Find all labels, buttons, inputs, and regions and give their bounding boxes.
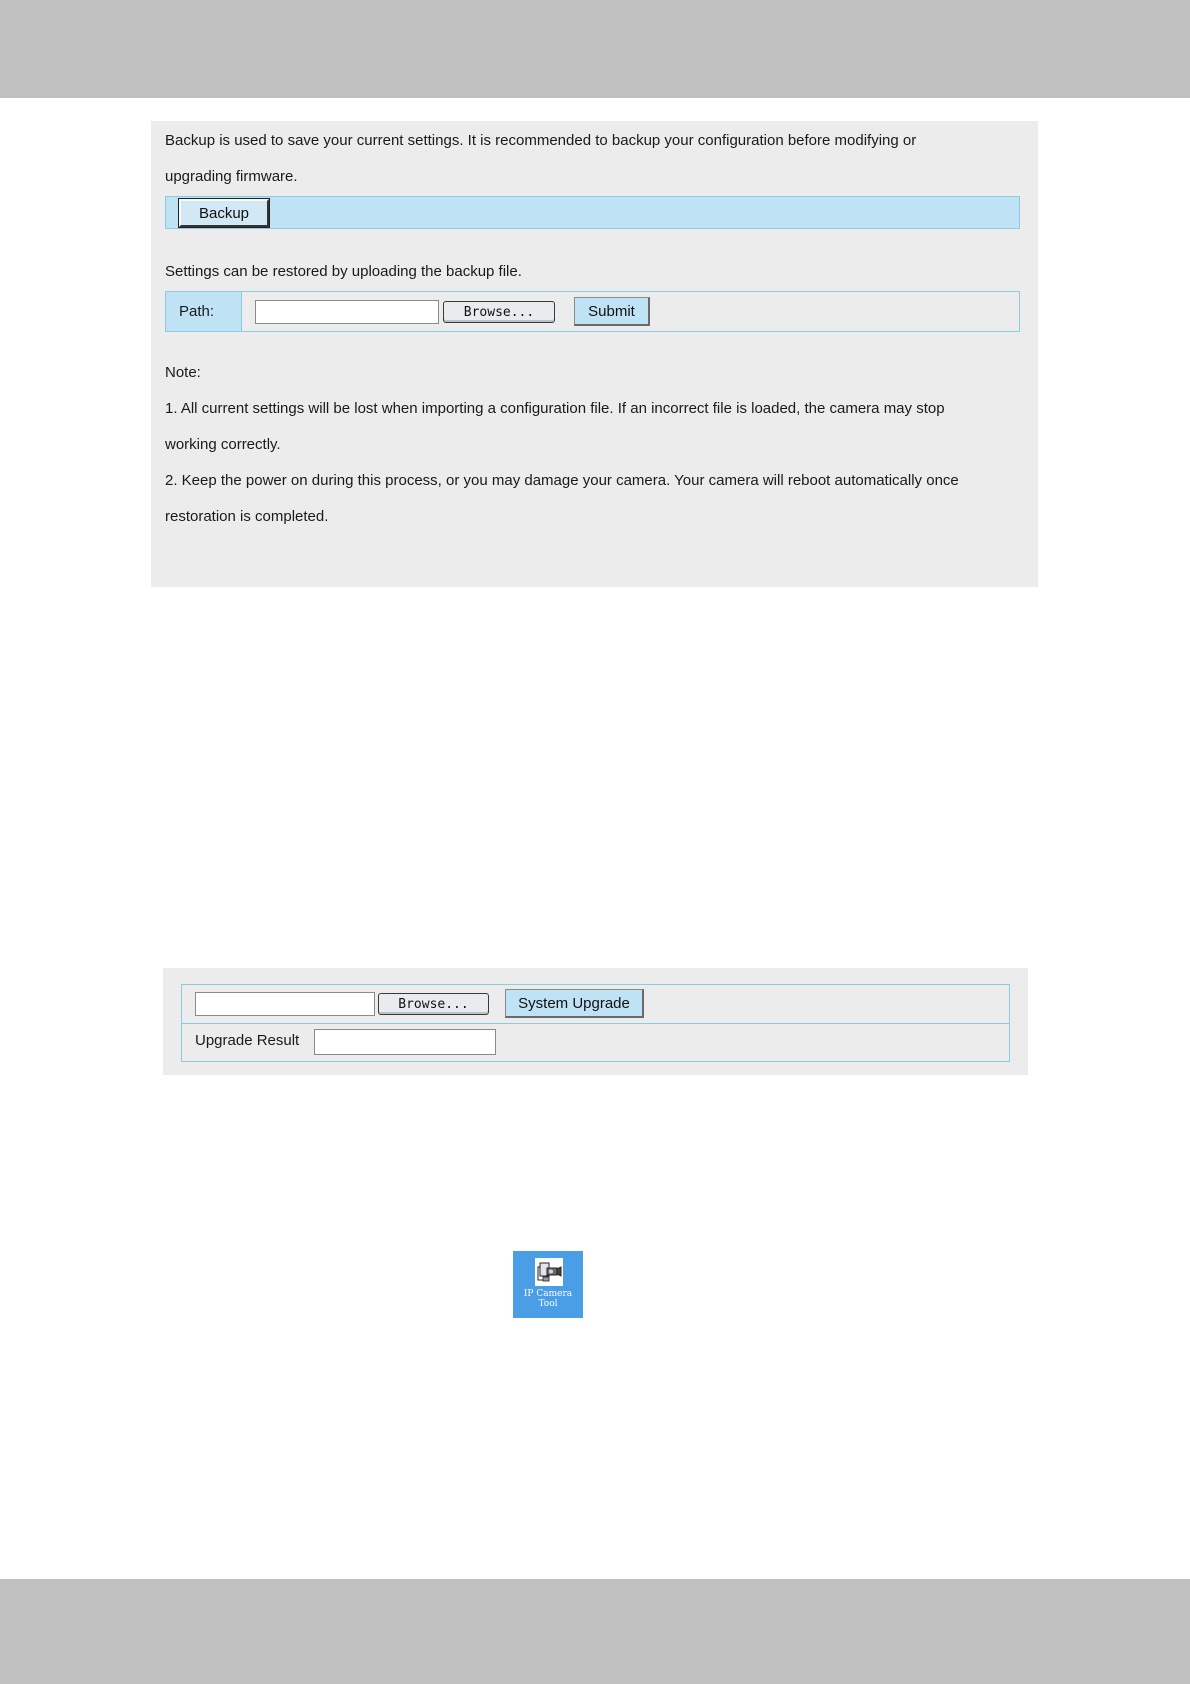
path-label: Path: — [166, 292, 242, 331]
note-line-2: working correctly. — [165, 436, 281, 453]
shortcut-caption — [513, 1289, 583, 1309]
restore-path-row — [165, 291, 1020, 332]
restore-description: Settings can be restored by uploading the backup file. — [165, 263, 522, 280]
note-line-4: restoration is completed. — [165, 508, 329, 525]
note-line-3: 2. Keep the power on during this process, or you may damage your camera. Your camera will reboot automatically once — [165, 472, 959, 489]
page-footer-band — [0, 1579, 1190, 1684]
ip-camera-tool-shortcut[interactable] — [513, 1251, 583, 1318]
note-line-1: 1. All current settings will be lost when importing a configuration file. If an incorrect file is loaded, the camera may stop — [165, 400, 945, 417]
upgrade-result-label: Upgrade Result — [195, 1032, 300, 1049]
backup-restore-panel — [151, 121, 1038, 587]
note-heading: Note: — [165, 364, 201, 381]
system-upgrade-button[interactable]: System Upgrade — [505, 989, 644, 1018]
restore-submit-button[interactable]: Submit — [574, 297, 650, 326]
upgrade-table — [181, 984, 1010, 1062]
system-upgrade-panel — [163, 968, 1028, 1075]
backup-row — [165, 196, 1020, 229]
shortcut-caption-line2: Tool — [538, 1299, 558, 1309]
ip-camera-tool-icon — [535, 1258, 563, 1286]
upgrade-result-field — [314, 1029, 496, 1055]
backup-description-line2: upgrading firmware. — [165, 168, 298, 185]
backup-description-line1: Backup is used to save your current settings. It is recommended to backup your configuration before modifying or — [165, 132, 917, 149]
restore-path-input[interactable] — [255, 300, 439, 324]
upgrade-row-divider — [182, 1023, 1009, 1024]
page-header-band — [0, 0, 1190, 98]
backup-button[interactable]: Backup — [179, 199, 269, 227]
upgrade-browse-button[interactable]: Browse... — [378, 993, 489, 1015]
restore-browse-button[interactable]: Browse... — [443, 301, 555, 323]
shortcut-caption-line1: IP Camera — [523, 1289, 573, 1299]
upgrade-file-input[interactable] — [195, 992, 375, 1016]
